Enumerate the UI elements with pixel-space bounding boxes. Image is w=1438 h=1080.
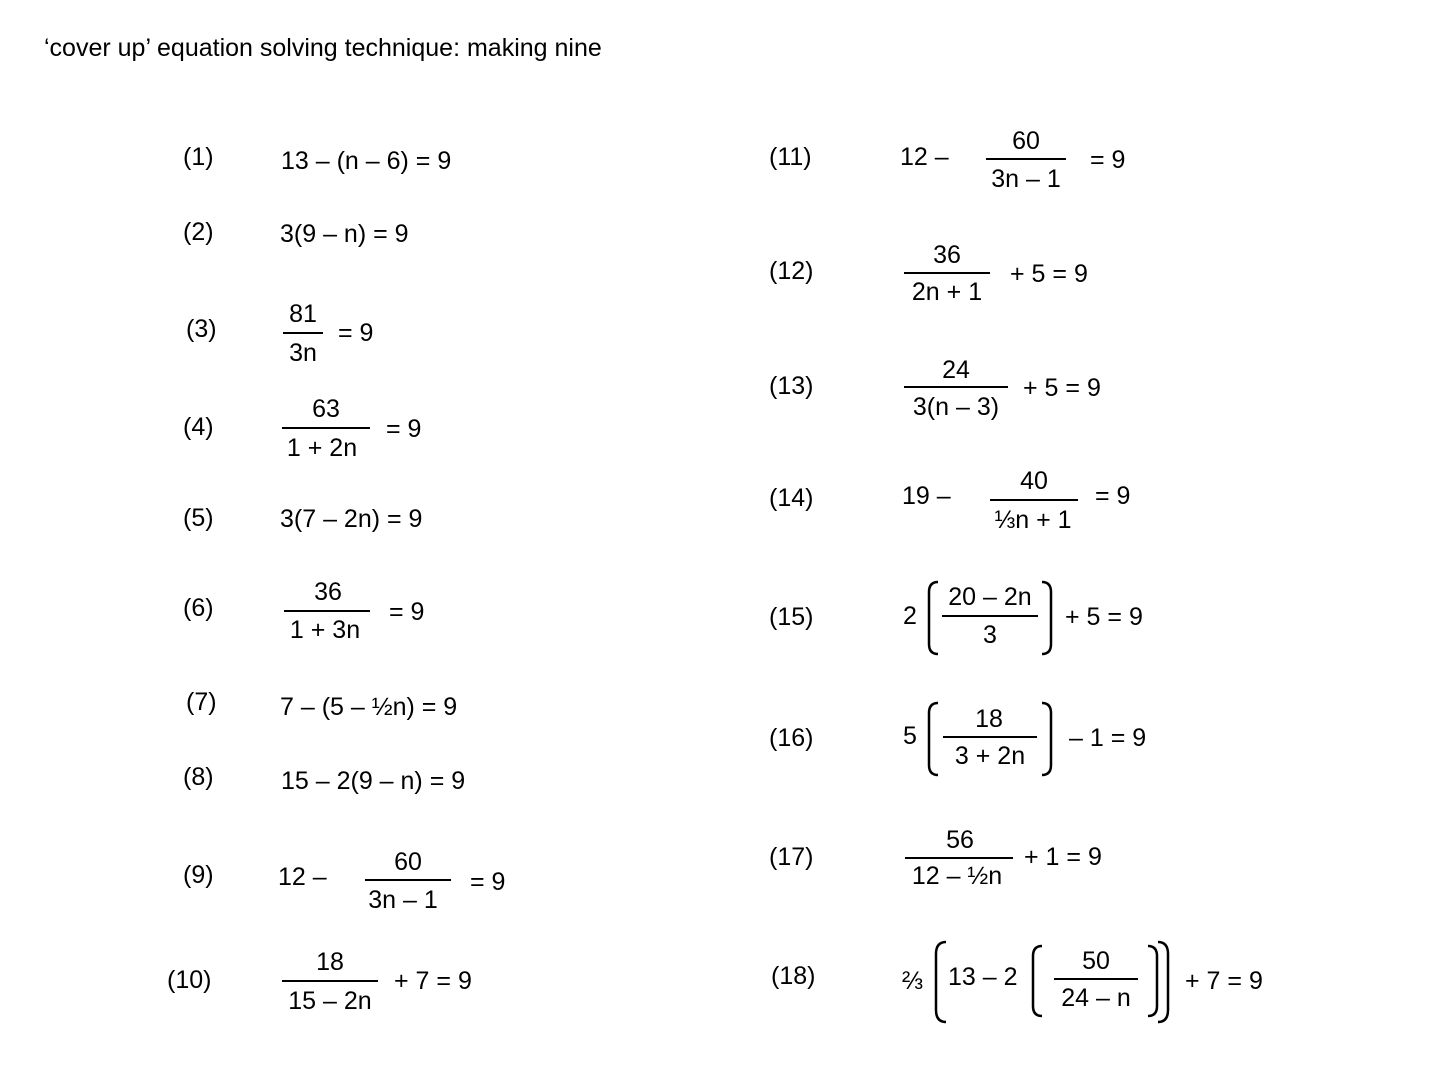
question-number: (17) bbox=[769, 843, 814, 871]
equation-lhs: 5 bbox=[903, 722, 917, 750]
fraction-denominator: 12 – ½n bbox=[911, 862, 1003, 890]
question-number: (14) bbox=[769, 484, 814, 512]
question-number: (2) bbox=[183, 218, 214, 246]
question-number: (11) bbox=[769, 143, 812, 171]
equation-rhs: = 9 bbox=[338, 319, 374, 347]
fraction-numerator: 81 bbox=[289, 300, 317, 328]
fraction-bar bbox=[942, 615, 1038, 617]
left-parenthesis bbox=[926, 701, 940, 777]
equation-inner-term: 13 – 2 bbox=[948, 963, 1018, 991]
equation-rhs: = 9 bbox=[1090, 146, 1126, 174]
fraction-bar bbox=[990, 499, 1078, 501]
question-number: (1) bbox=[183, 143, 214, 171]
fraction-denominator: 3n bbox=[289, 339, 317, 367]
equation-lhs: 19 – bbox=[902, 482, 951, 510]
question-number: (4) bbox=[183, 413, 214, 441]
fraction-denominator: 3n – 1 bbox=[368, 886, 438, 914]
fraction-bar bbox=[904, 272, 990, 274]
question-number: (8) bbox=[183, 763, 214, 791]
equation-text: 13 – (n – 6) = 9 bbox=[281, 147, 452, 175]
equation-rhs: – 1 = 9 bbox=[1069, 724, 1147, 752]
fraction-denominator: 3 bbox=[983, 621, 997, 649]
equation-lhs: 12 – bbox=[900, 143, 949, 171]
equation-lhs: 12 – bbox=[278, 863, 327, 891]
right-parenthesis bbox=[1040, 701, 1054, 777]
equation-rhs: + 5 = 9 bbox=[1023, 374, 1101, 402]
question-number: (18) bbox=[771, 962, 816, 990]
question-number: (5) bbox=[183, 504, 214, 532]
fraction-bar bbox=[365, 879, 451, 881]
outer-left-parenthesis bbox=[932, 940, 948, 1024]
fraction-numerator: 18 bbox=[316, 948, 344, 976]
fraction-bar bbox=[904, 386, 1008, 388]
fraction-denominator: 2n + 1 bbox=[911, 278, 983, 306]
fraction-bar bbox=[284, 610, 370, 612]
equation-rhs: = 9 bbox=[386, 415, 422, 443]
fraction-numerator: 24 bbox=[942, 356, 970, 384]
equation-text: 3(9 – n) = 9 bbox=[280, 220, 409, 248]
question-number: (6) bbox=[183, 594, 214, 622]
equation-rhs: + 5 = 9 bbox=[1010, 260, 1088, 288]
question-number: (10) bbox=[167, 966, 212, 994]
equation-rhs: = 9 bbox=[389, 598, 425, 626]
fraction-numerator: 60 bbox=[394, 848, 422, 876]
fraction-denominator: 1 + 2n bbox=[286, 434, 358, 462]
question-number: (12) bbox=[769, 257, 814, 285]
equation-rhs: + 7 = 9 bbox=[1185, 967, 1263, 995]
equation-rhs: = 9 bbox=[470, 868, 506, 896]
equation-rhs: + 5 = 9 bbox=[1065, 603, 1143, 631]
fraction-bar bbox=[905, 857, 1013, 859]
equation-rhs: = 9 bbox=[1095, 482, 1131, 510]
question-number: (16) bbox=[769, 724, 814, 752]
equation-rhs: + 1 = 9 bbox=[1024, 843, 1102, 871]
fraction-denominator: ⅓n + 1 bbox=[994, 506, 1072, 534]
fraction-bar bbox=[282, 980, 378, 982]
fraction-bar bbox=[943, 736, 1037, 738]
right-parenthesis bbox=[1040, 580, 1054, 656]
fraction-numerator: 63 bbox=[312, 395, 340, 423]
fraction-bar bbox=[986, 158, 1066, 160]
equation-lhs: 2 bbox=[903, 602, 917, 630]
fraction-denominator: 1 + 3n bbox=[289, 616, 361, 644]
fraction-bar bbox=[283, 332, 323, 334]
fraction-numerator: 50 bbox=[1082, 947, 1110, 975]
question-number: (15) bbox=[769, 603, 814, 631]
fraction-numerator: 18 bbox=[975, 705, 1003, 733]
fraction-bar bbox=[1054, 978, 1138, 980]
equation-text: 7 – (5 – ½n) = 9 bbox=[280, 693, 458, 721]
equation-rhs: + 7 = 9 bbox=[394, 967, 472, 995]
fraction-bar bbox=[282, 427, 370, 429]
question-number: (9) bbox=[183, 861, 214, 889]
fraction-numerator: 56 bbox=[946, 826, 974, 854]
question-number: (13) bbox=[769, 372, 814, 400]
inner-left-parenthesis bbox=[1030, 944, 1044, 1018]
question-number: (3) bbox=[186, 315, 217, 343]
equation-text: 3(7 – 2n) = 9 bbox=[280, 505, 423, 533]
fraction-numerator: 20 – 2n bbox=[948, 583, 1032, 611]
question-number: (7) bbox=[186, 688, 217, 716]
fraction-numerator: 36 bbox=[314, 578, 342, 606]
fraction-denominator: 3 + 2n bbox=[954, 742, 1026, 770]
outer-right-parenthesis bbox=[1156, 940, 1172, 1024]
fraction-denominator: 15 – 2n bbox=[288, 987, 372, 1015]
fraction-numerator: 36 bbox=[933, 241, 961, 269]
fraction-numerator: 40 bbox=[1020, 467, 1048, 495]
fraction-denominator: 3n – 1 bbox=[991, 165, 1061, 193]
equation-text: 15 – 2(9 – n) = 9 bbox=[281, 767, 466, 795]
equation-lhs: ⅔ bbox=[902, 967, 923, 995]
fraction-denominator: 3(n – 3) bbox=[912, 393, 1000, 421]
fraction-denominator: 24 – n bbox=[1061, 984, 1131, 1012]
page-title: ‘cover up’ equation solving technique: making nine bbox=[44, 34, 602, 62]
left-parenthesis bbox=[926, 580, 940, 656]
fraction-numerator: 60 bbox=[1012, 127, 1040, 155]
